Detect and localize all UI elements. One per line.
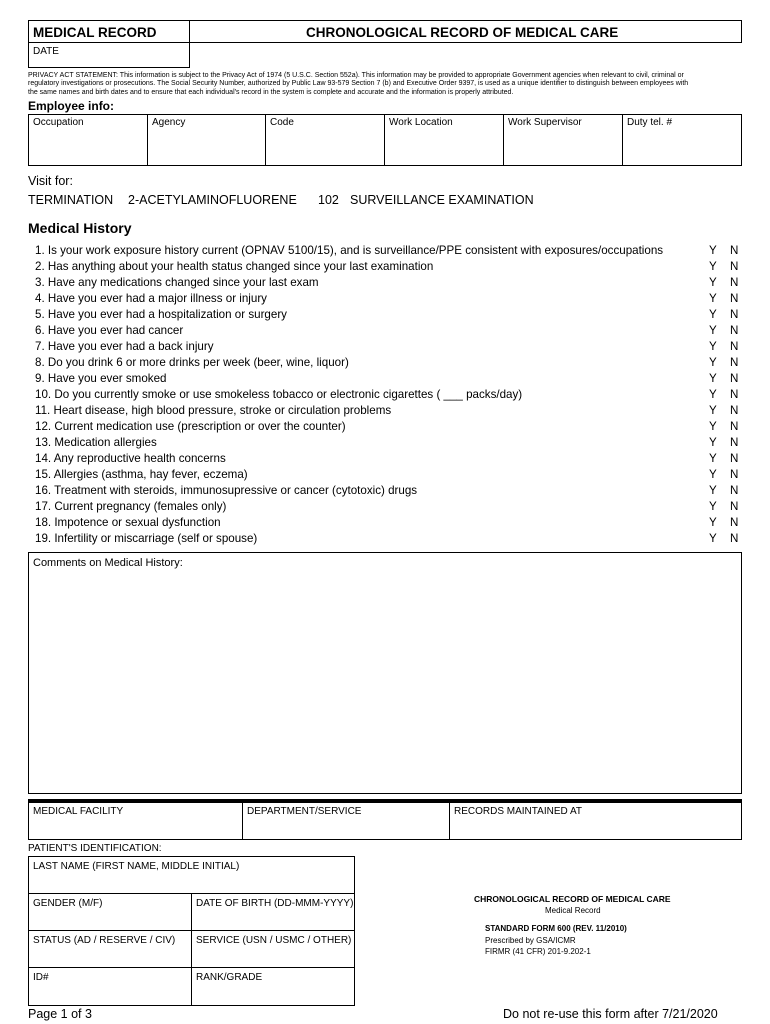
question-row — [35, 260, 745, 276]
yes-option[interactable]: Y — [709, 340, 717, 353]
yes-option[interactable]: Y — [709, 292, 717, 305]
yes-option[interactable]: Y — [709, 532, 717, 545]
form-info-subtitle: Medical Record — [545, 906, 601, 915]
visit-exam: SURVEILLANCE EXAMINATION — [350, 193, 534, 207]
medical-facility-field[interactable]: MEDICAL FACILITY — [33, 806, 124, 817]
visit-agent: 2-ACETYLAMINOFLUORENE — [128, 193, 297, 207]
form-info-standard: STANDARD FORM 600 (REV. 11/2010) — [485, 924, 627, 933]
no-option[interactable]: N — [730, 292, 739, 305]
visit-label: Visit for: — [28, 174, 73, 188]
question-text: 9. Have you ever smoked — [35, 372, 167, 385]
question-row — [35, 516, 745, 532]
no-option[interactable]: N — [730, 388, 739, 401]
yes-option[interactable]: Y — [709, 404, 717, 417]
yes-option[interactable]: Y — [709, 484, 717, 497]
yes-option[interactable]: Y — [709, 260, 717, 273]
question-text: 1. Is your work exposure history current (OPNAV 5100/15), and is surveillance/PPE consistent with exposures/occupations — [35, 244, 664, 257]
no-option[interactable]: N — [730, 372, 739, 385]
page-title: CHRONOLOGICAL RECORD OF MEDICAL CARE — [306, 25, 619, 40]
form-info-title: CHRONOLOGICAL RECORD OF MEDICAL CARE — [474, 894, 671, 904]
question-row — [35, 420, 745, 436]
question-row — [35, 436, 745, 452]
yes-option[interactable]: Y — [709, 356, 717, 369]
question-text: 10. Do you currently smoke or use smokeless tobacco or electronic cigarettes ( ___ packs/day) — [35, 388, 523, 401]
question-row — [35, 404, 745, 420]
date-label: DATE — [33, 46, 59, 57]
question-text: 7. Have you ever had a back injury — [35, 340, 214, 353]
no-option[interactable]: N — [730, 356, 739, 369]
privacy-line-3: the same names and birth dates and to ensure that each individual's record in the system is complete and accurate and the information is properly attributed. — [28, 88, 514, 96]
question-row — [35, 308, 745, 324]
yes-option[interactable]: Y — [709, 276, 717, 289]
yes-option[interactable]: Y — [709, 500, 717, 513]
gender-field[interactable]: GENDER (M/F) — [33, 898, 103, 909]
question-row — [35, 452, 745, 468]
question-text: 3. Have any medications changed since your last exam — [35, 276, 319, 289]
no-option[interactable]: N — [730, 452, 739, 465]
last-name-field[interactable]: LAST NAME (FIRST NAME, MIDDLE INITIAL) — [33, 861, 240, 872]
privacy-statement — [28, 72, 744, 97]
work-location-field[interactable]: Work Location — [389, 117, 453, 128]
form-info-firmr: FIRMR (41 CFR) 201-9.202-1 — [485, 947, 591, 956]
department-field[interactable]: DEPARTMENT/SERVICE — [247, 806, 362, 817]
no-option[interactable]: N — [730, 340, 739, 353]
question-text: 8. Do you drink 6 or more drinks per week (beer, wine, liquor) — [35, 356, 349, 369]
no-option[interactable]: N — [730, 324, 739, 337]
yes-option[interactable]: Y — [709, 516, 717, 529]
privacy-line-2: regulatory investigations or prosecutions. The Social Security Number, authorized by Public Law 93-579 Section 7 (b) and Executive Order 9397, is used as a unique identifier to distinguish between employees with — [28, 80, 689, 88]
yes-option[interactable]: Y — [709, 324, 717, 337]
agency-field[interactable]: Agency — [152, 117, 186, 128]
no-option[interactable]: N — [730, 532, 739, 545]
no-option[interactable]: N — [730, 484, 739, 497]
question-text: 13. Medication allergies — [35, 436, 157, 449]
records-maintained-field[interactable]: RECORDS MAINTAINED AT — [454, 806, 582, 817]
reuse-notice: Do not re-use this form after 7/21/2020 — [503, 1007, 718, 1021]
duty-tel-field[interactable]: Duty tel. # — [627, 117, 673, 128]
dob-field[interactable]: DATE OF BIRTH (DD-MMM-YYYY) — [196, 898, 354, 909]
id-field[interactable]: ID# — [33, 972, 49, 983]
question-row — [35, 244, 745, 260]
no-option[interactable]: N — [730, 516, 739, 529]
question-text: 12. Current medication use (prescription or over the counter) — [35, 420, 346, 433]
question-row — [35, 356, 745, 372]
no-option[interactable]: N — [730, 468, 739, 481]
occupation-field[interactable]: Occupation — [33, 117, 84, 128]
no-option[interactable]: N — [730, 276, 739, 289]
facility-table — [28, 802, 742, 840]
yes-option[interactable]: Y — [709, 420, 717, 433]
question-text: 19. Infertility or miscarriage (self or spouse) — [35, 532, 258, 545]
yes-option[interactable]: Y — [709, 308, 717, 321]
form-info-prescribed: Prescribed by GSA/ICMR — [485, 936, 576, 945]
question-text: 15. Allergies (asthma, hay fever, eczema) — [35, 468, 248, 481]
service-field[interactable]: SERVICE (USN / USMC / OTHER) — [196, 935, 352, 946]
no-option[interactable]: N — [730, 260, 739, 273]
question-row — [35, 324, 745, 340]
visit-code: 102 — [318, 193, 339, 207]
comments-box[interactable] — [28, 552, 742, 794]
yes-option[interactable]: Y — [709, 452, 717, 465]
question-text: 11. Heart disease, high blood pressure, stroke or circulation problems — [35, 404, 392, 417]
medical-record-title: MEDICAL RECORD — [33, 25, 157, 40]
question-text: 16. Treatment with steroids, immunosupressive or cancer (cytotoxic) drugs — [35, 484, 418, 497]
employee-info-heading: Employee info: — [28, 99, 115, 113]
yes-option[interactable]: Y — [709, 372, 717, 385]
visit-type: TERMINATION — [28, 193, 114, 207]
question-text: 18. Impotence or sexual dysfunction — [35, 516, 221, 529]
no-option[interactable]: N — [730, 500, 739, 513]
question-text: 2. Has anything about your health status changed since your last examination — [35, 260, 434, 273]
question-text: 14. Any reproductive health concerns — [35, 452, 226, 465]
yes-option[interactable]: Y — [709, 468, 717, 481]
question-row — [35, 276, 745, 292]
rank-field[interactable]: RANK/GRADE — [196, 972, 263, 983]
question-row — [35, 500, 745, 516]
code-field[interactable]: Code — [270, 117, 294, 128]
work-supervisor-field[interactable]: Work Supervisor — [508, 117, 582, 128]
question-row — [35, 292, 745, 308]
patient-id-heading: PATIENT'S IDENTIFICATION: — [28, 843, 162, 854]
yes-option[interactable]: Y — [709, 436, 717, 449]
no-option[interactable]: N — [730, 436, 739, 449]
comments-label: Comments on Medical History: — [33, 557, 183, 569]
question-row — [35, 484, 745, 500]
medical-history-heading: Medical History — [28, 220, 132, 236]
question-text: 4. Have you ever had a major illness or injury — [35, 292, 267, 305]
question-row — [35, 372, 745, 388]
no-option[interactable]: N — [730, 420, 739, 433]
status-field[interactable]: STATUS (AD / RESERVE / CIV) — [33, 935, 176, 946]
question-text: 17. Current pregnancy (females only) — [35, 500, 227, 513]
question-text: 6. Have you ever had cancer — [35, 324, 184, 337]
question-row — [35, 388, 745, 404]
yes-option[interactable]: Y — [709, 388, 717, 401]
privacy-line-1: PRIVACY ACT STATEMENT: This information is subject to the Privacy Act of 1974 (5 U.S.C. Section 552a). This information may be provided to appropriate Government agencies when relevant to civil, criminal or — [28, 72, 684, 79]
question-row — [35, 340, 745, 356]
question-text: 5. Have you ever had a hospitalization or surgery — [35, 308, 287, 321]
page-number: Page 1 of 3 — [28, 1007, 92, 1021]
question-row — [35, 468, 745, 484]
no-option[interactable]: N — [730, 244, 739, 257]
question-row — [35, 532, 745, 548]
yes-option[interactable]: Y — [709, 244, 717, 257]
no-option[interactable]: N — [730, 404, 739, 417]
no-option[interactable]: N — [730, 308, 739, 321]
